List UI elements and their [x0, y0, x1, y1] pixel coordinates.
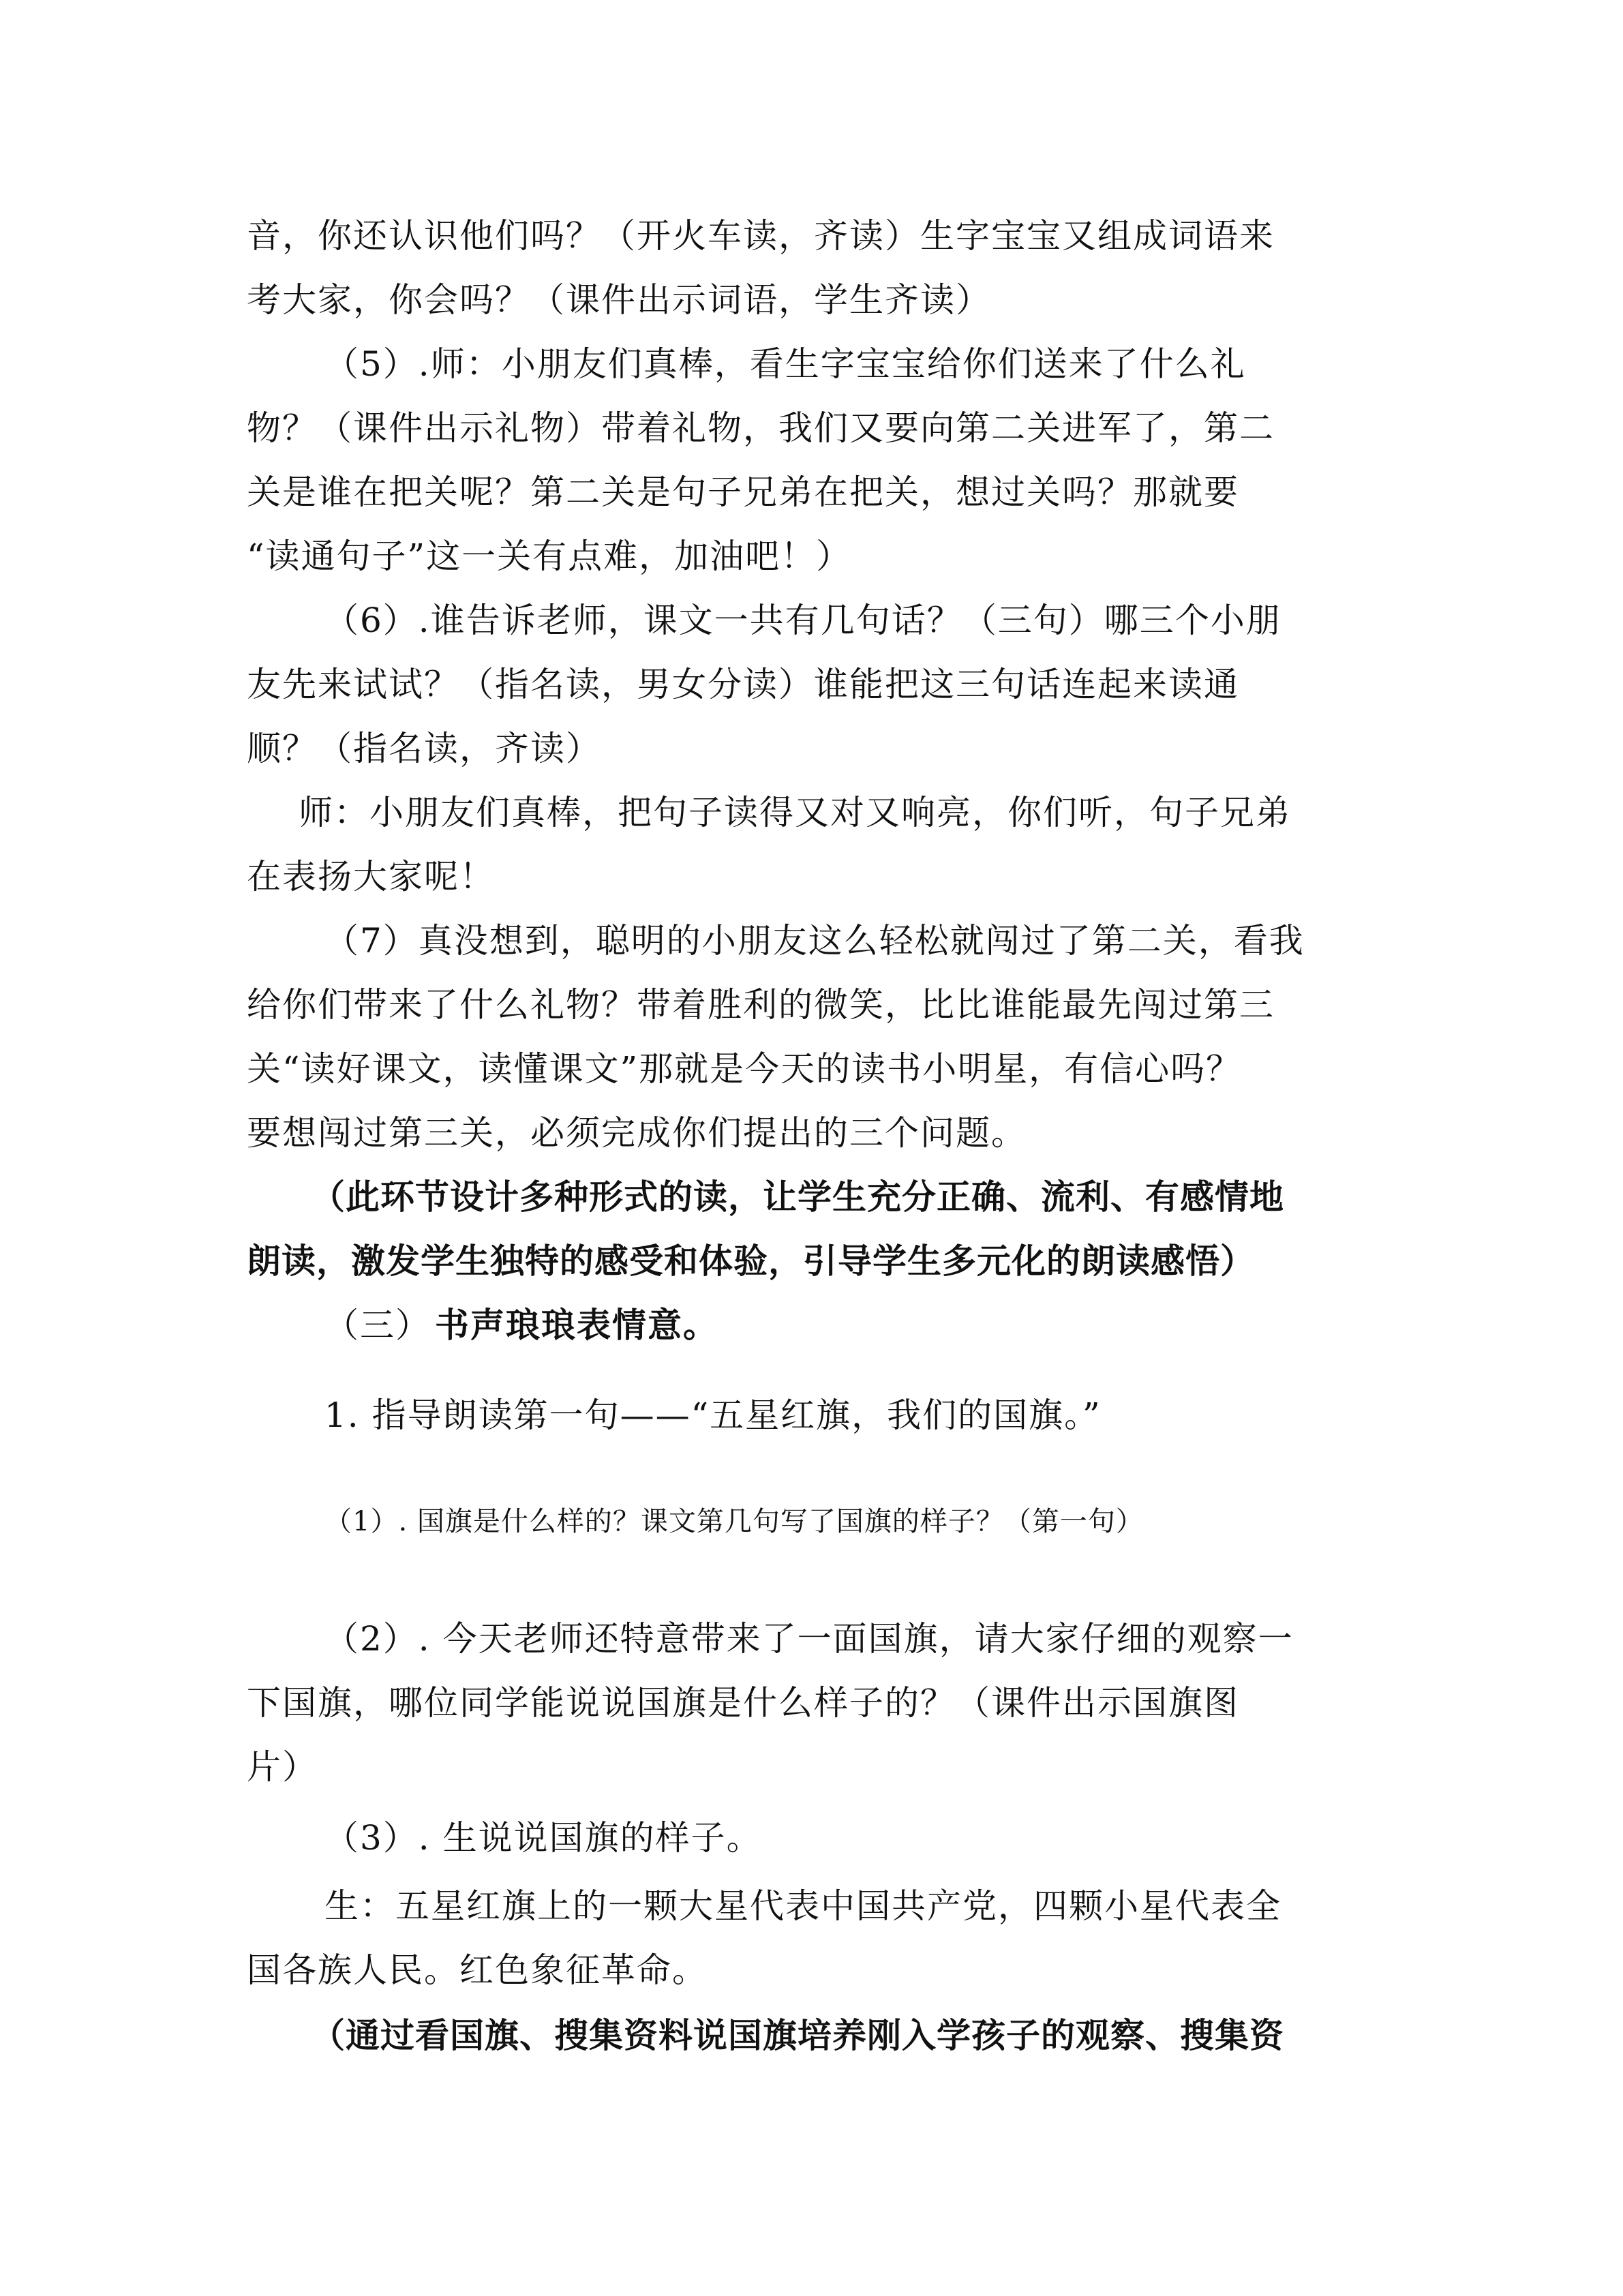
design-note-line: 朗读，激发学生独特的感受和体验，引导学生多元化的朗读感悟） [247, 1241, 1255, 1281]
text-line: （2）. 今天老师还特意带来了一面国旗，请大家仔细的观察一 [324, 1619, 1294, 1659]
text-line: 生：五星红旗上的一颗大星代表中国共产党，四颗小星代表全 [324, 1886, 1281, 1926]
text-line: 片） [247, 1747, 318, 1787]
section-heading-number: （三） [324, 1305, 431, 1345]
section-heading-title: 书声琅琅表情意。 [435, 1305, 718, 1345]
text-line: 友先来试试？（指名读，男女分读）谁能把这三句话连起来读通 [247, 665, 1239, 704]
text-line: 1. 指导朗读第一句——“五星红旗，我们的国旗。” [324, 1395, 1102, 1435]
text-line: 顺？（指名读，齐读） [247, 729, 601, 768]
design-note-line: （此环节设计多种形式的读，让学生充分正确、流利、有感情地 [311, 1177, 1284, 1217]
text-line: （1）. 国旗是什么样的？课文第几句写了国旗的样子？（第一句） [324, 1506, 1144, 1537]
text-line: 考大家，你会吗？（课件出示词语，学生齐读） [247, 280, 991, 320]
text-line: 要想闯过第三关，必须完成你们提出的三个问题。 [247, 1113, 1027, 1153]
text-line: （7）真没想到，聪明的小朋友这么轻松就闯过了第二关，看我 [324, 921, 1305, 961]
text-line: 音，你还认识他们吗？（开火车读，齐读）生字宝宝又组成词语来 [247, 216, 1275, 256]
text-line: 关是谁在把关呢？第二关是句子兄弟在把关，想过关吗？那就要 [247, 472, 1239, 512]
text-line: 在表扬大家呢！ [247, 857, 495, 896]
text-line: 下国旗，哪位同学能说说国旗是什么样子的？（课件出示国旗图 [247, 1683, 1239, 1723]
text-line: 给你们带来了什么礼物？带着胜利的微笑，比比谁能最先闯过第三 [247, 985, 1275, 1025]
text-line: （5）.师：小朋友们真棒，看生字宝宝给你们送来了什么礼 [324, 344, 1246, 384]
text-line: 国各族人民。红色象征革命。 [247, 1950, 708, 1990]
design-note-line: （通过看国旗、搜集资料说国旗培养刚入学孩子的观察、搜集资 [311, 2016, 1284, 2055]
text-line: 师：小朋友们真棒，把句子读得又对又响亮，你们听，句子兄弟 [299, 793, 1291, 832]
text-line: 物？（课件出示礼物）带着礼物，我们又要向第二关进军了，第二 [247, 408, 1275, 448]
text-line: “读通句子”这一关有点难，加油吧！） [247, 537, 852, 576]
text-line: 关“读好课文，读懂课文”那就是今天的读书小明星，有信心吗？ [247, 1049, 1242, 1089]
text-line: （6）.谁告诉老师，课文一共有几句话？（三句）哪三个小朋 [324, 601, 1281, 640]
text-line: （3）. 生说说国旗的样子。 [324, 1818, 762, 1858]
